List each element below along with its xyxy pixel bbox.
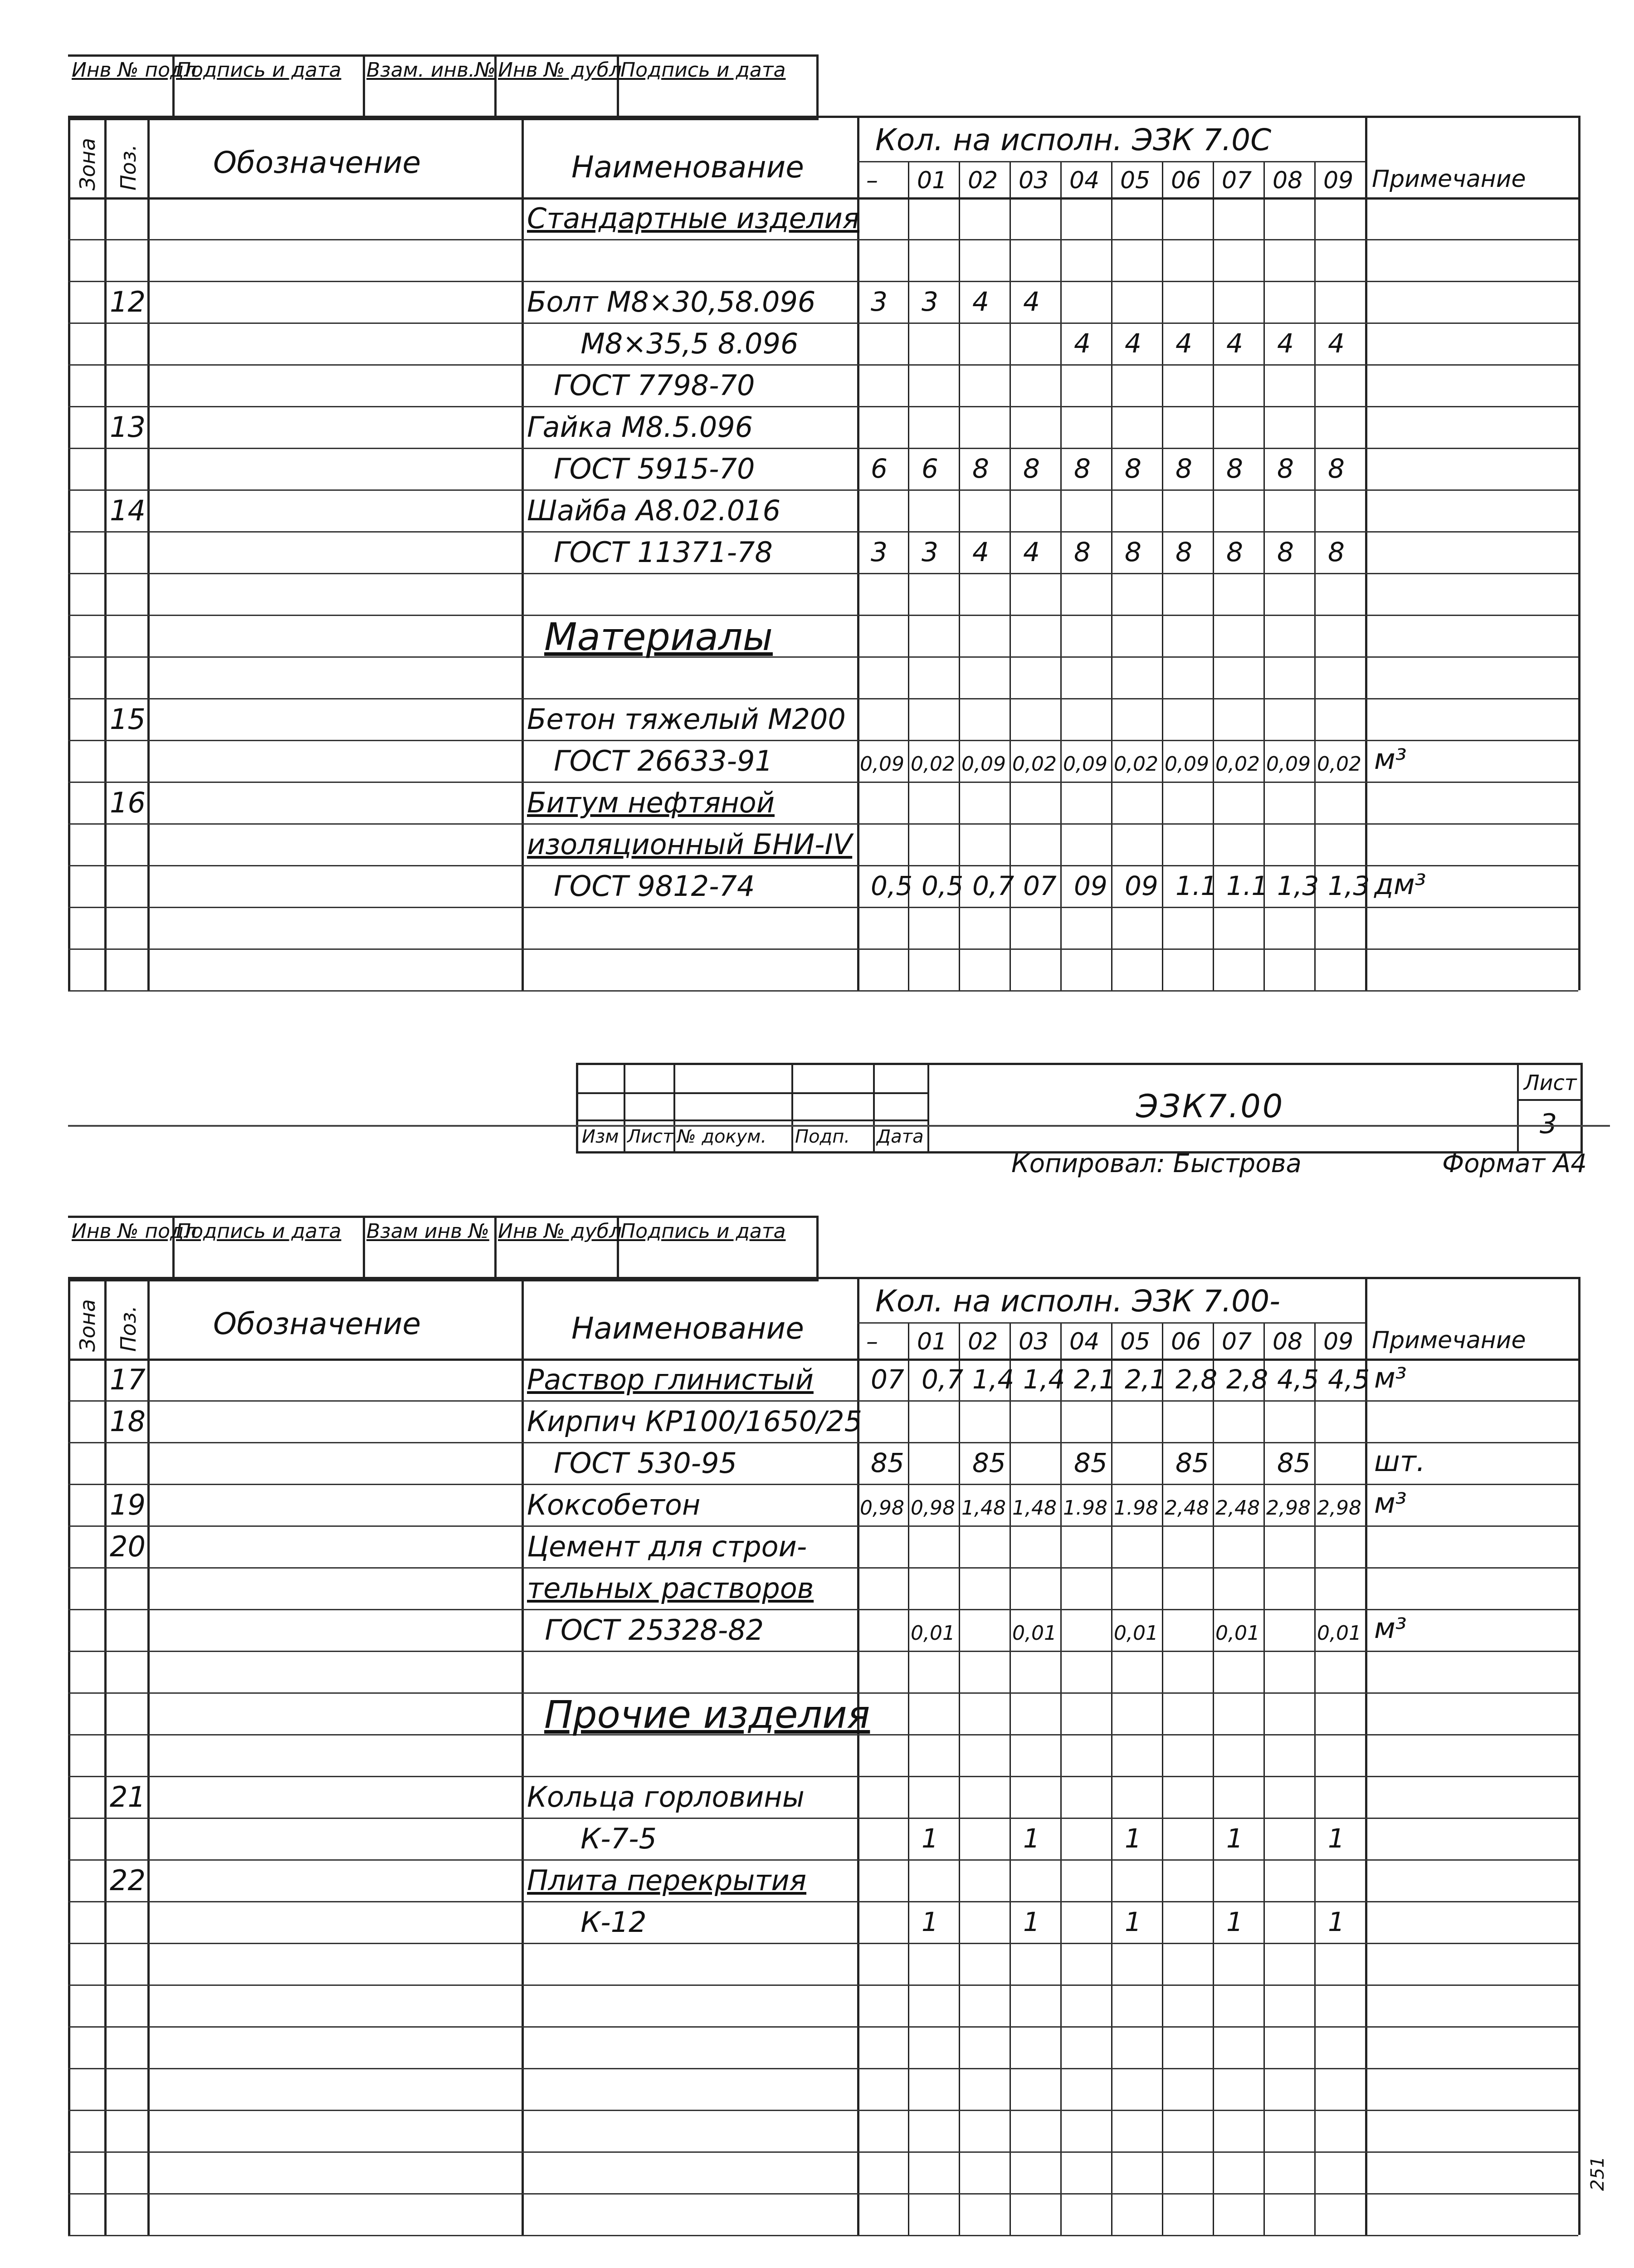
row-qty: 2,8 xyxy=(1226,1364,1268,1395)
row-name: К-7-5 xyxy=(527,1822,657,1855)
row-qty: 3 xyxy=(871,286,888,317)
stamp-strip xyxy=(68,1216,819,1281)
table-row xyxy=(68,2110,1578,2153)
stamp-cell xyxy=(617,1218,819,1277)
title-block-rule xyxy=(791,1065,793,1151)
table-row xyxy=(68,740,1578,783)
row-qty: 0,98 xyxy=(911,1496,955,1520)
stamp-cell xyxy=(68,57,197,116)
row-qty: 8 xyxy=(1277,537,1294,567)
note-header: Примечание xyxy=(1372,166,1526,193)
row-name: ГОСТ 25328-82 xyxy=(527,1613,764,1647)
table-row xyxy=(68,2151,1578,2195)
row-name: М8×35,5 8.096 xyxy=(527,327,799,360)
table-row xyxy=(68,1400,1578,1443)
table-row xyxy=(68,448,1578,491)
table-row xyxy=(68,1984,1578,2028)
variant-header: – xyxy=(866,167,878,194)
row-qty: 4 xyxy=(1226,328,1243,359)
row-qty: 0,02 xyxy=(911,753,955,776)
designation-header: Обозначение xyxy=(213,1306,421,1341)
zone-header: Зона xyxy=(75,138,100,191)
table-row xyxy=(68,1525,1578,1569)
variant-header: 04 xyxy=(1069,1328,1100,1355)
row-qty: 09 xyxy=(1074,870,1107,901)
table-row xyxy=(68,323,1578,366)
title-block-rule xyxy=(1517,1099,1580,1101)
row-qty: 0,09 xyxy=(1266,753,1311,776)
row-name: изоляционный БНИ-IV xyxy=(527,828,853,861)
variant-header: 09 xyxy=(1323,1328,1354,1355)
pos-header: Поз. xyxy=(116,144,141,191)
row-qty: 1,3 xyxy=(1328,870,1370,901)
copied-by: Копировал: Быстрова xyxy=(1011,1149,1302,1178)
row-qty: 0,01 xyxy=(911,1622,955,1645)
row-qty: 1 xyxy=(1226,1906,1243,1937)
row-qty: 85 xyxy=(1277,1447,1311,1478)
row-name: Кирпич КР100/1650/25 xyxy=(527,1405,863,1438)
row-name: Коксобетон xyxy=(527,1488,701,1521)
table-row xyxy=(68,281,1578,324)
stamp-label: Подпись и дата xyxy=(176,1220,341,1243)
variant-header: 06 xyxy=(1171,1328,1201,1355)
variant-header: 03 xyxy=(1019,1328,1049,1355)
stamp-cell xyxy=(172,57,365,116)
row-qty: 8 xyxy=(1226,453,1243,484)
stamp-label: Инв № дубл xyxy=(498,59,622,82)
row-qty: 2,1 xyxy=(1125,1364,1167,1395)
row-pos: 16 xyxy=(110,786,146,819)
row-qty: 4 xyxy=(1328,328,1345,359)
stamp-cell xyxy=(617,57,819,116)
row-qty: 1,48 xyxy=(961,1496,1006,1520)
specification-table xyxy=(68,1277,1580,2235)
row-pos: 20 xyxy=(110,1530,146,1563)
row-qty: 2,1 xyxy=(1074,1364,1116,1395)
table-row xyxy=(68,1776,1578,1819)
table-row xyxy=(68,1859,1578,1902)
row-qty: 1,3 xyxy=(1277,870,1319,901)
table-row xyxy=(68,197,1578,240)
row-note: дм³ xyxy=(1374,868,1426,901)
row-name: ГОСТ 5915-70 xyxy=(527,452,755,485)
row-qty: 0,98 xyxy=(860,1496,904,1520)
title-block-label: Лист xyxy=(627,1126,673,1147)
table-row xyxy=(68,1442,1578,1485)
row-name: Шайба А8.02.016 xyxy=(527,494,781,527)
row-name: ГОСТ 7798-70 xyxy=(527,369,755,402)
variant-header: 06 xyxy=(1171,167,1201,194)
table-row xyxy=(68,1901,1578,1944)
table-row xyxy=(68,364,1578,407)
stamp-label: Подпись и дата xyxy=(620,59,786,82)
sheet-number: 3 xyxy=(1540,1108,1557,1140)
designation-header: Обозначение xyxy=(213,145,421,180)
table-row xyxy=(68,2193,1578,2236)
variant-header: 02 xyxy=(968,1328,998,1355)
row-name: Кольца горловины xyxy=(527,1780,805,1813)
row-pos: 22 xyxy=(110,1864,146,1897)
row-name: Бетон тяжелый М200 xyxy=(527,703,846,736)
row-qty: 8 xyxy=(972,453,989,484)
row-qty: 0,02 xyxy=(1012,753,1057,776)
row-qty: 0,5 xyxy=(922,870,964,901)
section-title: Прочие изделия xyxy=(544,1692,870,1737)
row-qty: 8 xyxy=(1328,453,1345,484)
row-qty: 8 xyxy=(1125,537,1141,567)
row-qty: 4 xyxy=(972,537,989,567)
row-qty: 1.98 xyxy=(1063,1496,1107,1520)
stamp-label: Взам инв № xyxy=(366,1220,489,1243)
table-row xyxy=(68,239,1578,282)
row-qty: 1 xyxy=(1328,1823,1345,1854)
row-name: Плита перекрытия xyxy=(527,1864,807,1897)
row-qty: 0,5 xyxy=(871,870,913,901)
row-qty: 0,02 xyxy=(1114,753,1158,776)
table-row xyxy=(68,573,1578,616)
title-block-label: Дата xyxy=(877,1126,924,1147)
row-qty: 09 xyxy=(1125,870,1158,901)
row-qty: 6 xyxy=(871,453,888,484)
row-qty: 4 xyxy=(1125,328,1141,359)
row-qty: 85 xyxy=(1074,1447,1107,1478)
row-pos: 15 xyxy=(110,703,146,736)
stamp-label: Инв № подл xyxy=(72,59,197,82)
row-name: ГОСТ 11371-78 xyxy=(527,536,773,569)
row-qty: 8 xyxy=(1074,537,1091,567)
row-qty: 1,4 xyxy=(1023,1364,1065,1395)
row-qty: 4,5 xyxy=(1328,1364,1370,1395)
row-qty: 1 xyxy=(922,1823,938,1854)
title-block-rule xyxy=(1517,1065,1519,1151)
document-designation: ЭЗК7.00 xyxy=(1136,1088,1285,1125)
qty-header: Кол. на исполн. ЭЗК 7.0С xyxy=(875,122,1272,157)
variant-header: 09 xyxy=(1323,167,1354,194)
table-row xyxy=(68,1359,1578,1402)
row-qty: 0,09 xyxy=(961,753,1006,776)
variant-header: – xyxy=(866,1328,878,1355)
row-qty: 4 xyxy=(1023,537,1040,567)
row-name: ГОСТ 26633-91 xyxy=(527,744,773,777)
row-qty: 8 xyxy=(1023,453,1040,484)
row-qty: 8 xyxy=(1176,453,1192,484)
table-row xyxy=(68,656,1578,699)
table-row xyxy=(68,1609,1578,1652)
row-qty: 07 xyxy=(871,1364,904,1395)
table-row xyxy=(68,1651,1578,1694)
row-qty: 4 xyxy=(1277,328,1294,359)
sheet-4 xyxy=(0,1161,1634,2268)
row-pos: 14 xyxy=(110,494,146,527)
table-row xyxy=(68,823,1578,866)
variant-header: 05 xyxy=(1120,167,1151,194)
row-note: м³ xyxy=(1374,1612,1407,1645)
row-note: шт. xyxy=(1374,1445,1425,1478)
row-qty: 1 xyxy=(1125,1906,1141,1937)
variant-header: 04 xyxy=(1069,167,1100,194)
row-pos: 17 xyxy=(110,1363,146,1396)
row-name: Цемент для строи- xyxy=(527,1530,807,1563)
row-qty: 8 xyxy=(1277,453,1294,484)
table-row xyxy=(68,615,1578,658)
row-qty: 2,48 xyxy=(1165,1496,1209,1520)
row-qty: 1.1 xyxy=(1226,870,1268,901)
row-qty: 8 xyxy=(1226,537,1243,567)
row-qty: 1 xyxy=(1328,1906,1345,1937)
table-row xyxy=(68,531,1578,574)
title-block-rule xyxy=(624,1065,625,1151)
table-row xyxy=(68,2068,1578,2111)
row-name: тельных растворов xyxy=(527,1572,814,1605)
row-note: м³ xyxy=(1374,1486,1407,1520)
variant-header: 01 xyxy=(917,1328,947,1355)
title-block xyxy=(576,1063,1583,1154)
row-qty: 0,01 xyxy=(1012,1622,1057,1645)
stamp-cell xyxy=(494,57,622,116)
table-row xyxy=(68,782,1578,825)
row-pos: 19 xyxy=(110,1488,146,1521)
row-pos: 13 xyxy=(110,411,146,444)
sheet-label: Лист xyxy=(1524,1070,1577,1095)
table-row xyxy=(68,1692,1578,1735)
row-qty: 2,48 xyxy=(1215,1496,1260,1520)
row-qty: 4 xyxy=(1023,286,1040,317)
row-qty: 85 xyxy=(1176,1447,1209,1478)
table-row xyxy=(68,1943,1578,1986)
note-header: Примечание xyxy=(1372,1327,1526,1354)
row-qty: 0,7 xyxy=(922,1364,964,1395)
table-row xyxy=(68,907,1578,950)
row-name: Раствор глинистый xyxy=(527,1363,814,1396)
table-row xyxy=(68,1818,1578,1861)
name-header: Наименование xyxy=(571,150,804,185)
row-qty: 2,98 xyxy=(1266,1496,1311,1520)
row-qty: 1 xyxy=(1023,1906,1040,1937)
title-block-label: Изм xyxy=(582,1126,619,1147)
row-qty: 8 xyxy=(1176,537,1192,567)
stamp-strip xyxy=(68,54,819,120)
row-qty: 2,98 xyxy=(1317,1496,1361,1520)
row-qty: 1 xyxy=(1226,1823,1243,1854)
row-qty: 0,09 xyxy=(1063,753,1107,776)
row-qty: 3 xyxy=(871,537,888,567)
stamp-cell xyxy=(363,1218,497,1277)
name-header: Наименование xyxy=(571,1311,804,1346)
row-qty: 4 xyxy=(1074,328,1091,359)
row-qty: 0,01 xyxy=(1114,1622,1158,1645)
stamp-label: Инв № подл xyxy=(72,1220,197,1243)
row-qty: 4 xyxy=(1176,328,1192,359)
title-block-rule xyxy=(578,1119,927,1121)
zone-header: Зона xyxy=(75,1299,100,1352)
table-row xyxy=(68,1567,1578,1610)
variant-header: 07 xyxy=(1222,1328,1252,1355)
row-name: Стандартные изделия xyxy=(527,202,860,235)
table-row xyxy=(68,1484,1578,1527)
row-name: ГОСТ 9812-74 xyxy=(527,870,755,903)
variant-header: 03 xyxy=(1019,167,1049,194)
row-qty: 1,48 xyxy=(1012,1496,1057,1520)
stamp-label: Инв № дубл xyxy=(498,1220,622,1243)
row-qty: 85 xyxy=(871,1447,904,1478)
row-note: м³ xyxy=(1374,1361,1407,1394)
row-qty: 2,8 xyxy=(1176,1364,1218,1395)
variant-header: 08 xyxy=(1273,1328,1303,1355)
variant-header: 05 xyxy=(1120,1328,1151,1355)
row-qty: 0,09 xyxy=(860,753,904,776)
row-name: ГОСТ 530-95 xyxy=(527,1447,737,1480)
row-qty: 1 xyxy=(1023,1823,1040,1854)
row-qty: 0,7 xyxy=(972,870,1015,901)
table-row xyxy=(68,948,1578,992)
row-qty: 1.1 xyxy=(1176,870,1218,901)
section-title: Материалы xyxy=(544,615,773,659)
row-qty: 1 xyxy=(922,1906,938,1937)
stamp-label: Подпись и дата xyxy=(620,1220,786,1243)
row-qty: 0,01 xyxy=(1317,1622,1361,1645)
row-qty: 0,01 xyxy=(1215,1622,1260,1645)
row-name: Гайка М8.5.096 xyxy=(527,411,753,444)
variant-header: 02 xyxy=(968,167,998,194)
row-pos: 18 xyxy=(110,1405,146,1438)
row-name: К-12 xyxy=(527,1906,647,1939)
row-qty: 4 xyxy=(972,286,989,317)
title-block-rule xyxy=(578,1092,927,1094)
stamp-cell xyxy=(172,1218,365,1277)
table-row xyxy=(68,1734,1578,1777)
row-pos: 12 xyxy=(110,285,146,318)
specification-table xyxy=(68,116,1580,990)
row-qty: 07 xyxy=(1023,870,1057,901)
table-row xyxy=(68,406,1578,449)
table-row xyxy=(68,2026,1578,2069)
variant-header: 08 xyxy=(1273,167,1303,194)
row-qty: 8 xyxy=(1074,453,1091,484)
row-qty: 1.98 xyxy=(1114,1496,1158,1520)
sheet-separator xyxy=(68,1125,1610,1127)
title-block-label: № докум. xyxy=(677,1126,767,1147)
row-qty: 4,5 xyxy=(1277,1364,1319,1395)
stamp-label: Взам. инв.№ xyxy=(366,59,496,82)
row-qty: 1 xyxy=(1125,1823,1141,1854)
qty-header: Кол. на исполн. ЭЗК 7.00- xyxy=(875,1284,1280,1319)
variant-header: 01 xyxy=(917,167,947,194)
table-row xyxy=(68,489,1578,533)
table-row xyxy=(68,865,1578,908)
pos-header: Поз. xyxy=(116,1305,141,1352)
row-qty: 1,4 xyxy=(972,1364,1015,1395)
stamp-cell xyxy=(494,1218,622,1277)
stamp-cell xyxy=(68,1218,197,1277)
row-qty: 0,02 xyxy=(1215,753,1260,776)
row-qty: 3 xyxy=(922,537,938,567)
row-qty: 8 xyxy=(1328,537,1345,567)
variant-header: 07 xyxy=(1222,167,1252,194)
format-label: Формат А4 xyxy=(1442,1149,1587,1178)
row-qty: 0,09 xyxy=(1165,753,1209,776)
row-qty: 6 xyxy=(922,453,938,484)
title-block-rule xyxy=(873,1065,875,1151)
stamp-label: Подпись и дата xyxy=(176,59,341,82)
margin-note: 251 xyxy=(1587,2156,1608,2191)
row-qty: 3 xyxy=(922,286,938,317)
row-name: Битум нефтяной xyxy=(527,786,775,819)
row-qty: 85 xyxy=(972,1447,1006,1478)
table-row xyxy=(68,698,1578,741)
title-block-rule xyxy=(927,1065,929,1151)
row-note: м³ xyxy=(1374,743,1407,776)
row-pos: 21 xyxy=(110,1780,146,1813)
stamp-cell xyxy=(363,57,497,116)
row-qty: 8 xyxy=(1125,453,1141,484)
row-qty: 0,02 xyxy=(1317,753,1361,776)
title-block-label: Подп. xyxy=(795,1126,850,1147)
row-name: Болт М8×30,58.096 xyxy=(527,285,816,318)
title-block-rule xyxy=(673,1065,675,1151)
